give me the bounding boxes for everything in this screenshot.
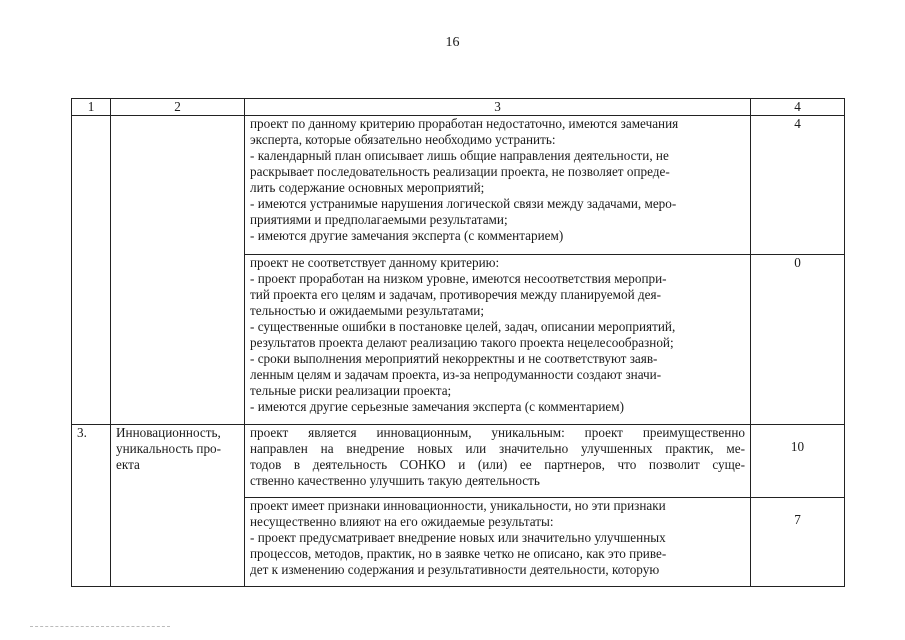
- description-line: ленным целям и задачам проекта, из-за непродуманности создают значи-: [250, 367, 662, 382]
- description-line: тельные риски реализации проекта;: [250, 383, 452, 398]
- table-header-row: [72, 99, 845, 116]
- table-row: [72, 425, 845, 498]
- header-col-3: 3: [245, 99, 751, 116]
- description-line: - проект предусматривает внедрение новых или значительно улучшенных: [250, 530, 666, 545]
- score-value: 7: [751, 498, 845, 587]
- criterion-name-line: уникальность про-: [116, 441, 222, 456]
- description-line: эксперта, которые обязательно необходимо устранить:: [250, 132, 556, 147]
- criterion-name-line: Инновационность,: [116, 425, 221, 440]
- description-line: тий проекта его целям и задачам, противоречия между планируемой дея-: [250, 287, 661, 302]
- description-line: тельностью и ожидаемыми результатами;: [250, 303, 485, 318]
- description-line: проект не соответствует данному критерию:: [250, 255, 500, 270]
- description-line: проект имеет признаки инновационности, уникальности, но эти признаки: [250, 498, 666, 513]
- description-line: приятиями и предполагаемыми результатами;: [250, 212, 508, 227]
- page-footer-rule: [30, 626, 170, 627]
- criteria-table: [71, 98, 845, 587]
- criterion-name: [111, 425, 245, 587]
- description-line: тодов в деятельность СОНКО и (или) ее партнеров, что позволит суще-: [250, 457, 745, 472]
- score-value: 10: [751, 425, 845, 498]
- criterion-name-line: екта: [116, 457, 140, 472]
- header-col-1: 1: [72, 99, 111, 116]
- description-line: ственно качественно улучшить такую деятельность: [250, 473, 540, 488]
- description-line: процессов, методов, практик, но в заявке четко не описано, как это приве-: [250, 546, 667, 561]
- description-line: - имеются другие серьезные замечания эксперта (с комментарием): [250, 399, 625, 414]
- criterion-description: [245, 498, 751, 587]
- description-line: направлен на внедрение новых или значительно улучшенных практик, ме-: [250, 441, 745, 456]
- criterion-name: [111, 116, 245, 425]
- row-number: 3.: [72, 425, 111, 587]
- criterion-description: [245, 425, 751, 498]
- description-line: - существенные ошибки в постановке целей, задач, описании мероприятий,: [250, 319, 676, 334]
- criterion-description: [245, 116, 751, 255]
- header-col-2: 2: [111, 99, 245, 116]
- description-line: несущественно влияют на его ожидаемые результаты:: [250, 514, 554, 529]
- score-value: 0: [751, 255, 845, 425]
- description-line: проект является инновационным, уникальным: проект преимущественно: [250, 425, 745, 440]
- score-value: 4: [751, 116, 845, 255]
- description-line: - проект проработан на низком уровне, имеются несоответствия меропри-: [250, 271, 667, 286]
- description-line: результатов проекта делают реализацию такого проекта нецелесообразной;: [250, 335, 674, 350]
- row-number: [72, 116, 111, 425]
- description-line: - календарный план описывает лишь общие направления деятельности, не: [250, 148, 669, 163]
- description-line: дет к изменению содержания и результативности деятельности, которую: [250, 562, 660, 577]
- page-number: 16: [445, 35, 460, 50]
- description-line: проект по данному критерию проработан недостаточно, имеются замечания: [250, 116, 679, 131]
- description-line: раскрывает последовательность реализации проекта, не позволяет опреде-: [250, 164, 670, 179]
- description-line: - имеются другие замечания эксперта (с комментарием): [250, 228, 564, 243]
- description-line: - сроки выполнения мероприятий некорректны и не соответствуют заяв-: [250, 351, 658, 366]
- description-line: - имеются устранимые нарушения логической связи между задачами, меро-: [250, 196, 677, 211]
- header-col-4: 4: [751, 99, 845, 116]
- description-line: лить содержание основных мероприятий;: [250, 180, 485, 195]
- table-row: [72, 116, 845, 255]
- criterion-description: [245, 255, 751, 425]
